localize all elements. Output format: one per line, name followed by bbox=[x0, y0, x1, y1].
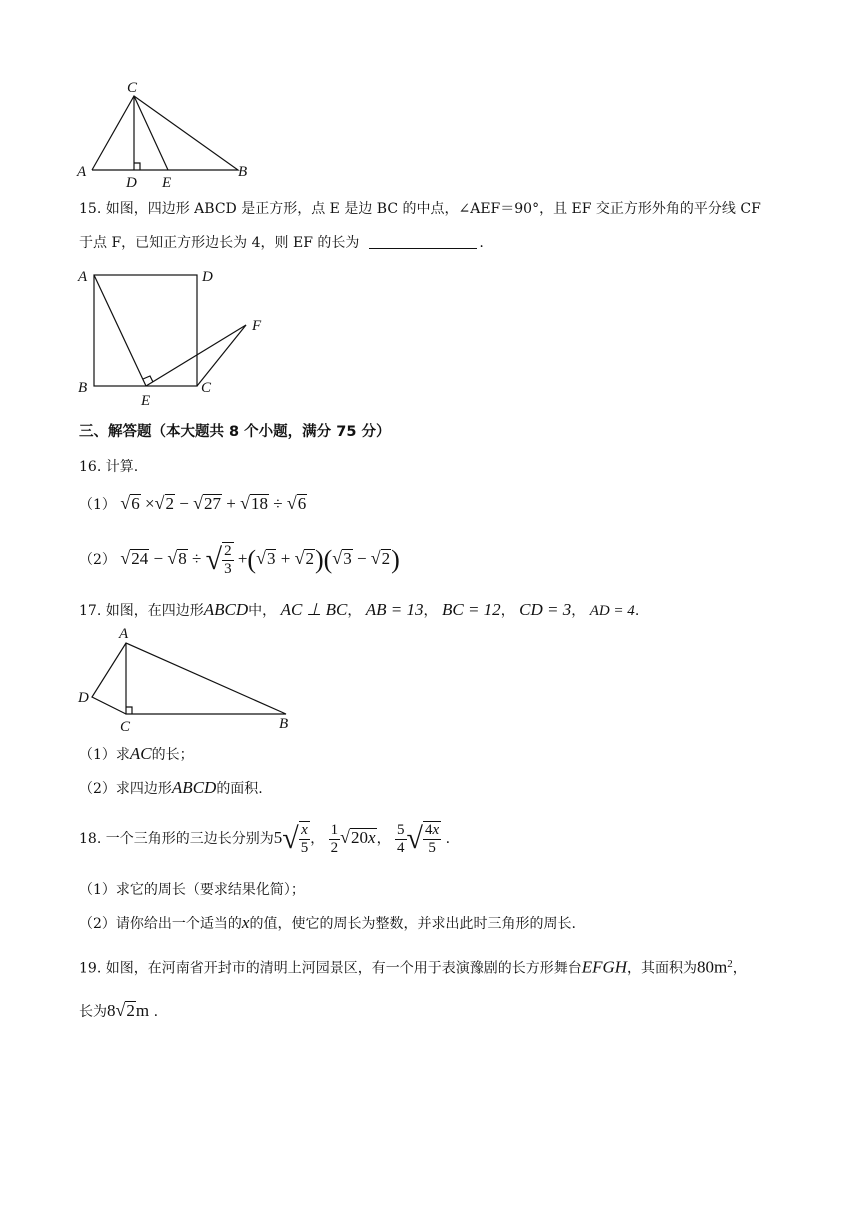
q15-line1: 15. 如图，四边形 ABCD 是正方形，点 E 是边 BC 的中点，∠AEF＝90°，且 EF 交正方形外角的平分线 CF bbox=[79, 201, 761, 217]
area-value: 80m bbox=[697, 957, 728, 977]
q16-stem: 16. 计算. bbox=[79, 459, 139, 475]
var-x: x bbox=[241, 913, 250, 932]
cond-ac-perp-bc: AC ⊥ BC bbox=[280, 600, 348, 619]
q17-stem bbox=[79, 600, 639, 621]
figure-square-abcd bbox=[74, 262, 274, 412]
separator: ， bbox=[500, 603, 515, 619]
separator: ， bbox=[347, 603, 362, 619]
label-e: E bbox=[162, 175, 172, 190]
section-heading: 三、解答题（本大题共 8 个小题，满分 75 分） bbox=[79, 424, 391, 440]
q18-p2-rest: 的值，使它的周长为整数，并求出此时三角形的周长. bbox=[249, 916, 576, 932]
q18-part1: （1）求它的周长（要求结果化简）； bbox=[79, 882, 305, 898]
label-a: A bbox=[119, 626, 129, 642]
q18-stem-text: 18. 一个三角形的三边长分别为 bbox=[79, 831, 274, 847]
answer-blank bbox=[369, 234, 477, 249]
q16-part1: （1） √6 ×√2 − √27 + √18 ÷ √6 bbox=[79, 493, 307, 513]
q19-line2: 长为8√2m . bbox=[79, 1000, 159, 1020]
q15-line2 bbox=[79, 233, 484, 253]
label-d: D bbox=[126, 175, 137, 190]
cond-ad: AD = 4 bbox=[589, 603, 635, 619]
label-e: E bbox=[141, 393, 151, 409]
separator: ， bbox=[571, 603, 586, 619]
figure-quadrilateral-abcd bbox=[74, 622, 304, 734]
q17-part2 bbox=[79, 778, 263, 799]
cond-ab: AB = 13 bbox=[365, 600, 424, 619]
label-a: A bbox=[78, 269, 88, 285]
label-c: C bbox=[120, 719, 131, 734]
separator: ， bbox=[423, 603, 438, 619]
q15-line2-text: 于点 F，已知正方形边长为 4，则 EF 的长为 bbox=[79, 235, 360, 251]
q17-p1-text: （1）求 bbox=[79, 747, 130, 763]
q17-part1 bbox=[79, 744, 194, 765]
length-coefficient: 8 bbox=[107, 1001, 116, 1020]
separator: ， bbox=[376, 831, 391, 847]
q18-part2 bbox=[79, 913, 576, 934]
label-b: B bbox=[78, 380, 88, 396]
end-mark: . bbox=[445, 831, 451, 847]
var-abcd: ABCD bbox=[171, 778, 217, 797]
q18-p2-text: （2）请你给出一个适当的 bbox=[79, 916, 242, 932]
var-ac: AC bbox=[129, 744, 152, 763]
q19-line1 bbox=[79, 952, 747, 981]
q17-stem-prefix: 17. 如图，在四边形 bbox=[79, 603, 204, 619]
q19-text: 19. 如图，在河南省开封市的清明上河园景区，有一个用于表演豫剧的长方形舞台 bbox=[79, 960, 582, 977]
q19-length-text: 长为 bbox=[79, 1004, 107, 1020]
cond-cd: CD = 3 bbox=[519, 600, 572, 619]
cond-bc: BC = 12 bbox=[441, 600, 501, 619]
end-mark: . bbox=[153, 1004, 159, 1020]
var-efgh: EFGH bbox=[581, 957, 628, 977]
area-exponent: 2 bbox=[727, 958, 733, 970]
q17-p2-text: （2）求四边形 bbox=[79, 781, 172, 797]
q18-stem: 18. 一个三角形的三边长分别为5√ $\frac{x}{5}$ ， $\frac{1}{2}$ √20x， $\frac{5}{4}$ √ $\frac{4x}{5}$ . bbox=[79, 821, 451, 856]
label-a: A bbox=[77, 164, 87, 180]
q17-stem-mid: 中， bbox=[248, 603, 277, 619]
end-mark: . bbox=[634, 603, 640, 619]
label-f: F bbox=[252, 318, 262, 334]
q17-p2-end: 的面积. bbox=[216, 781, 263, 797]
q16-part2: （2） √24 − √8 ÷ √ $\frac{2}{3}$ +(√3 + √2)(√3 − √2) bbox=[79, 543, 400, 577]
var-abcd: ABCD bbox=[203, 600, 249, 619]
label-c: C bbox=[201, 380, 212, 396]
q17-p1-end: 的长； bbox=[151, 747, 194, 763]
label-b: B bbox=[279, 716, 289, 732]
figure-triangle-abc bbox=[72, 74, 262, 190]
q15-line2-end: . bbox=[479, 235, 484, 251]
label-d: D bbox=[78, 690, 89, 706]
part-label: （2） bbox=[79, 552, 116, 568]
label-b: B bbox=[238, 164, 248, 180]
label-c: C bbox=[127, 80, 138, 96]
label-d: D bbox=[202, 269, 213, 285]
q19-text-b: ，其面积为 bbox=[627, 960, 698, 977]
part-label: （1） bbox=[79, 497, 116, 513]
length-radicand: 2 bbox=[126, 1001, 135, 1020]
length-unit: m bbox=[135, 1001, 150, 1020]
separator: ， bbox=[310, 831, 325, 847]
separator: ， bbox=[732, 960, 747, 977]
